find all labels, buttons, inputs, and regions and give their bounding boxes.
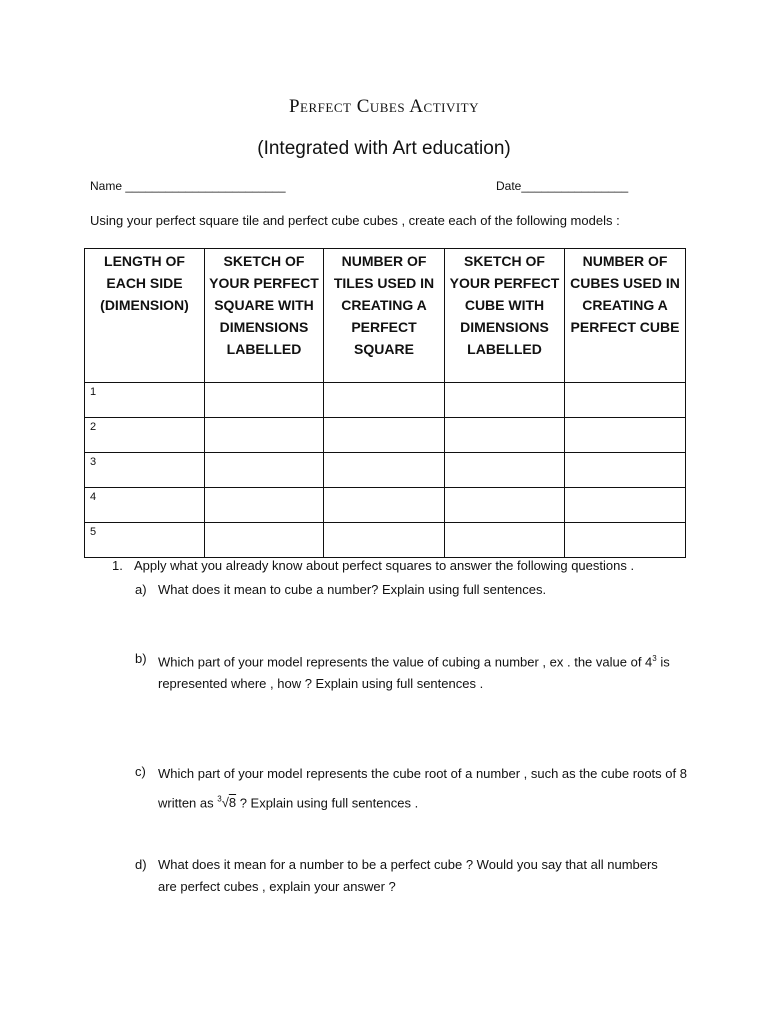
table-row	[85, 453, 686, 488]
tiles-count-cell[interactable]	[324, 488, 445, 523]
question-d-text: What does it mean for a number to be a perfect cube ? Would you say that all numbers are perfect cubes , explain your answer ?	[158, 857, 658, 894]
cubes-count-cell[interactable]	[565, 488, 686, 523]
cubes-count-cell[interactable]	[565, 523, 686, 558]
header-tiles-count: NUMBER OF TILES USED IN CREATING A PERFECT SQUARE	[324, 249, 445, 383]
worksheet-subtitle: (Integrated with Art education)	[257, 138, 511, 159]
date-blank: ________________	[521, 179, 629, 193]
tiles-count-cell[interactable]	[324, 418, 445, 453]
cubes-count-cell[interactable]	[565, 383, 686, 418]
question-b-text	[158, 648, 688, 695]
header-length: LENGTH OF EACH SIDE (DIMENSION)	[85, 249, 205, 383]
question-d-letter: d)	[135, 857, 147, 872]
question-a-text: What does it mean to cube a number? Explain using full sentences.	[158, 582, 547, 597]
header-cube-sketch: SKETCH OF YOUR PERFECT CUBE WITH DIMENSIONS LABELLED	[445, 249, 565, 383]
length-cell	[85, 523, 205, 558]
length-cell	[85, 383, 205, 418]
length-cell	[85, 488, 205, 523]
row-number: 2	[90, 421, 97, 433]
question-a	[135, 579, 688, 601]
question-c-letter: c)	[135, 764, 146, 779]
square-sketch-cell[interactable]	[205, 418, 324, 453]
square-sketch-cell[interactable]	[205, 453, 324, 488]
question-1-text: Apply what you already know about perfect squares to answer the following questions .	[134, 558, 635, 573]
name-label: Name	[90, 179, 123, 193]
question-b	[135, 648, 688, 695]
tiles-count-cell[interactable]	[324, 523, 445, 558]
power-base: 4	[645, 654, 653, 670]
question-b-text-start: Which part of your model represents the value of cubing a number , ex . the value of	[158, 654, 646, 670]
header-cubes-count: NUMBER OF CUBES USED IN CREATING A PERFECT CUBE	[565, 249, 686, 383]
row-number: 1	[90, 386, 97, 398]
table-row	[85, 488, 686, 523]
square-sketch-cell[interactable]	[205, 488, 324, 523]
power-exponent: 3	[652, 654, 657, 663]
length-cell	[85, 418, 205, 453]
row-number: 5	[90, 526, 97, 538]
cube-sketch-cell[interactable]	[445, 383, 565, 418]
table-row	[85, 523, 686, 558]
row-number: 3	[90, 456, 97, 468]
question-d	[135, 854, 658, 898]
cubes-count-cell[interactable]	[565, 418, 686, 453]
instructions: Using your perfect square tile and perfect cube cubes , create each of the following models :	[90, 213, 620, 228]
date-label: Date	[496, 179, 522, 193]
radicand: 8	[228, 795, 237, 811]
cubes-count-cell[interactable]	[565, 453, 686, 488]
cube-sketch-cell[interactable]	[445, 418, 565, 453]
row-number: 4	[90, 491, 97, 503]
worksheet-title: Perfect Cubes Activity	[288, 96, 480, 117]
header-square-sketch: SKETCH OF YOUR PERFECT SQUARE WITH DIMENSIONS LABELLED	[205, 249, 324, 383]
cube-sketch-cell[interactable]	[445, 523, 565, 558]
name-field	[90, 179, 286, 193]
question-b-letter: b)	[135, 651, 147, 666]
tiles-count-cell[interactable]	[324, 453, 445, 488]
date-field	[496, 179, 628, 193]
question-a-letter: a)	[135, 582, 147, 597]
models-table	[84, 248, 686, 558]
question-c-text-start: Which part of your model represents the cube root of a number , such as the cube roots of 8 written as	[158, 766, 687, 811]
question-c-text	[158, 761, 688, 816]
question-number: 1.	[112, 558, 123, 573]
cube-sketch-cell[interactable]	[445, 453, 565, 488]
root-symbol: √	[221, 795, 229, 811]
name-blank: ________________________	[125, 179, 286, 193]
tiles-count-cell[interactable]	[324, 383, 445, 418]
square-sketch-cell[interactable]	[205, 383, 324, 418]
table-header-row	[85, 249, 686, 383]
table-row	[85, 383, 686, 418]
cube-root-expression	[217, 795, 236, 810]
question-1	[112, 558, 634, 573]
cube-sketch-cell[interactable]	[445, 488, 565, 523]
square-sketch-cell[interactable]	[205, 523, 324, 558]
root-index: 3	[217, 795, 222, 804]
question-c	[135, 761, 688, 816]
question-c-text-end: ? Explain using full sentences .	[236, 795, 419, 811]
table-row	[85, 418, 686, 453]
length-cell	[85, 453, 205, 488]
question-b-text-end: is represented where , how ? Explain using full sentences .	[158, 654, 670, 692]
